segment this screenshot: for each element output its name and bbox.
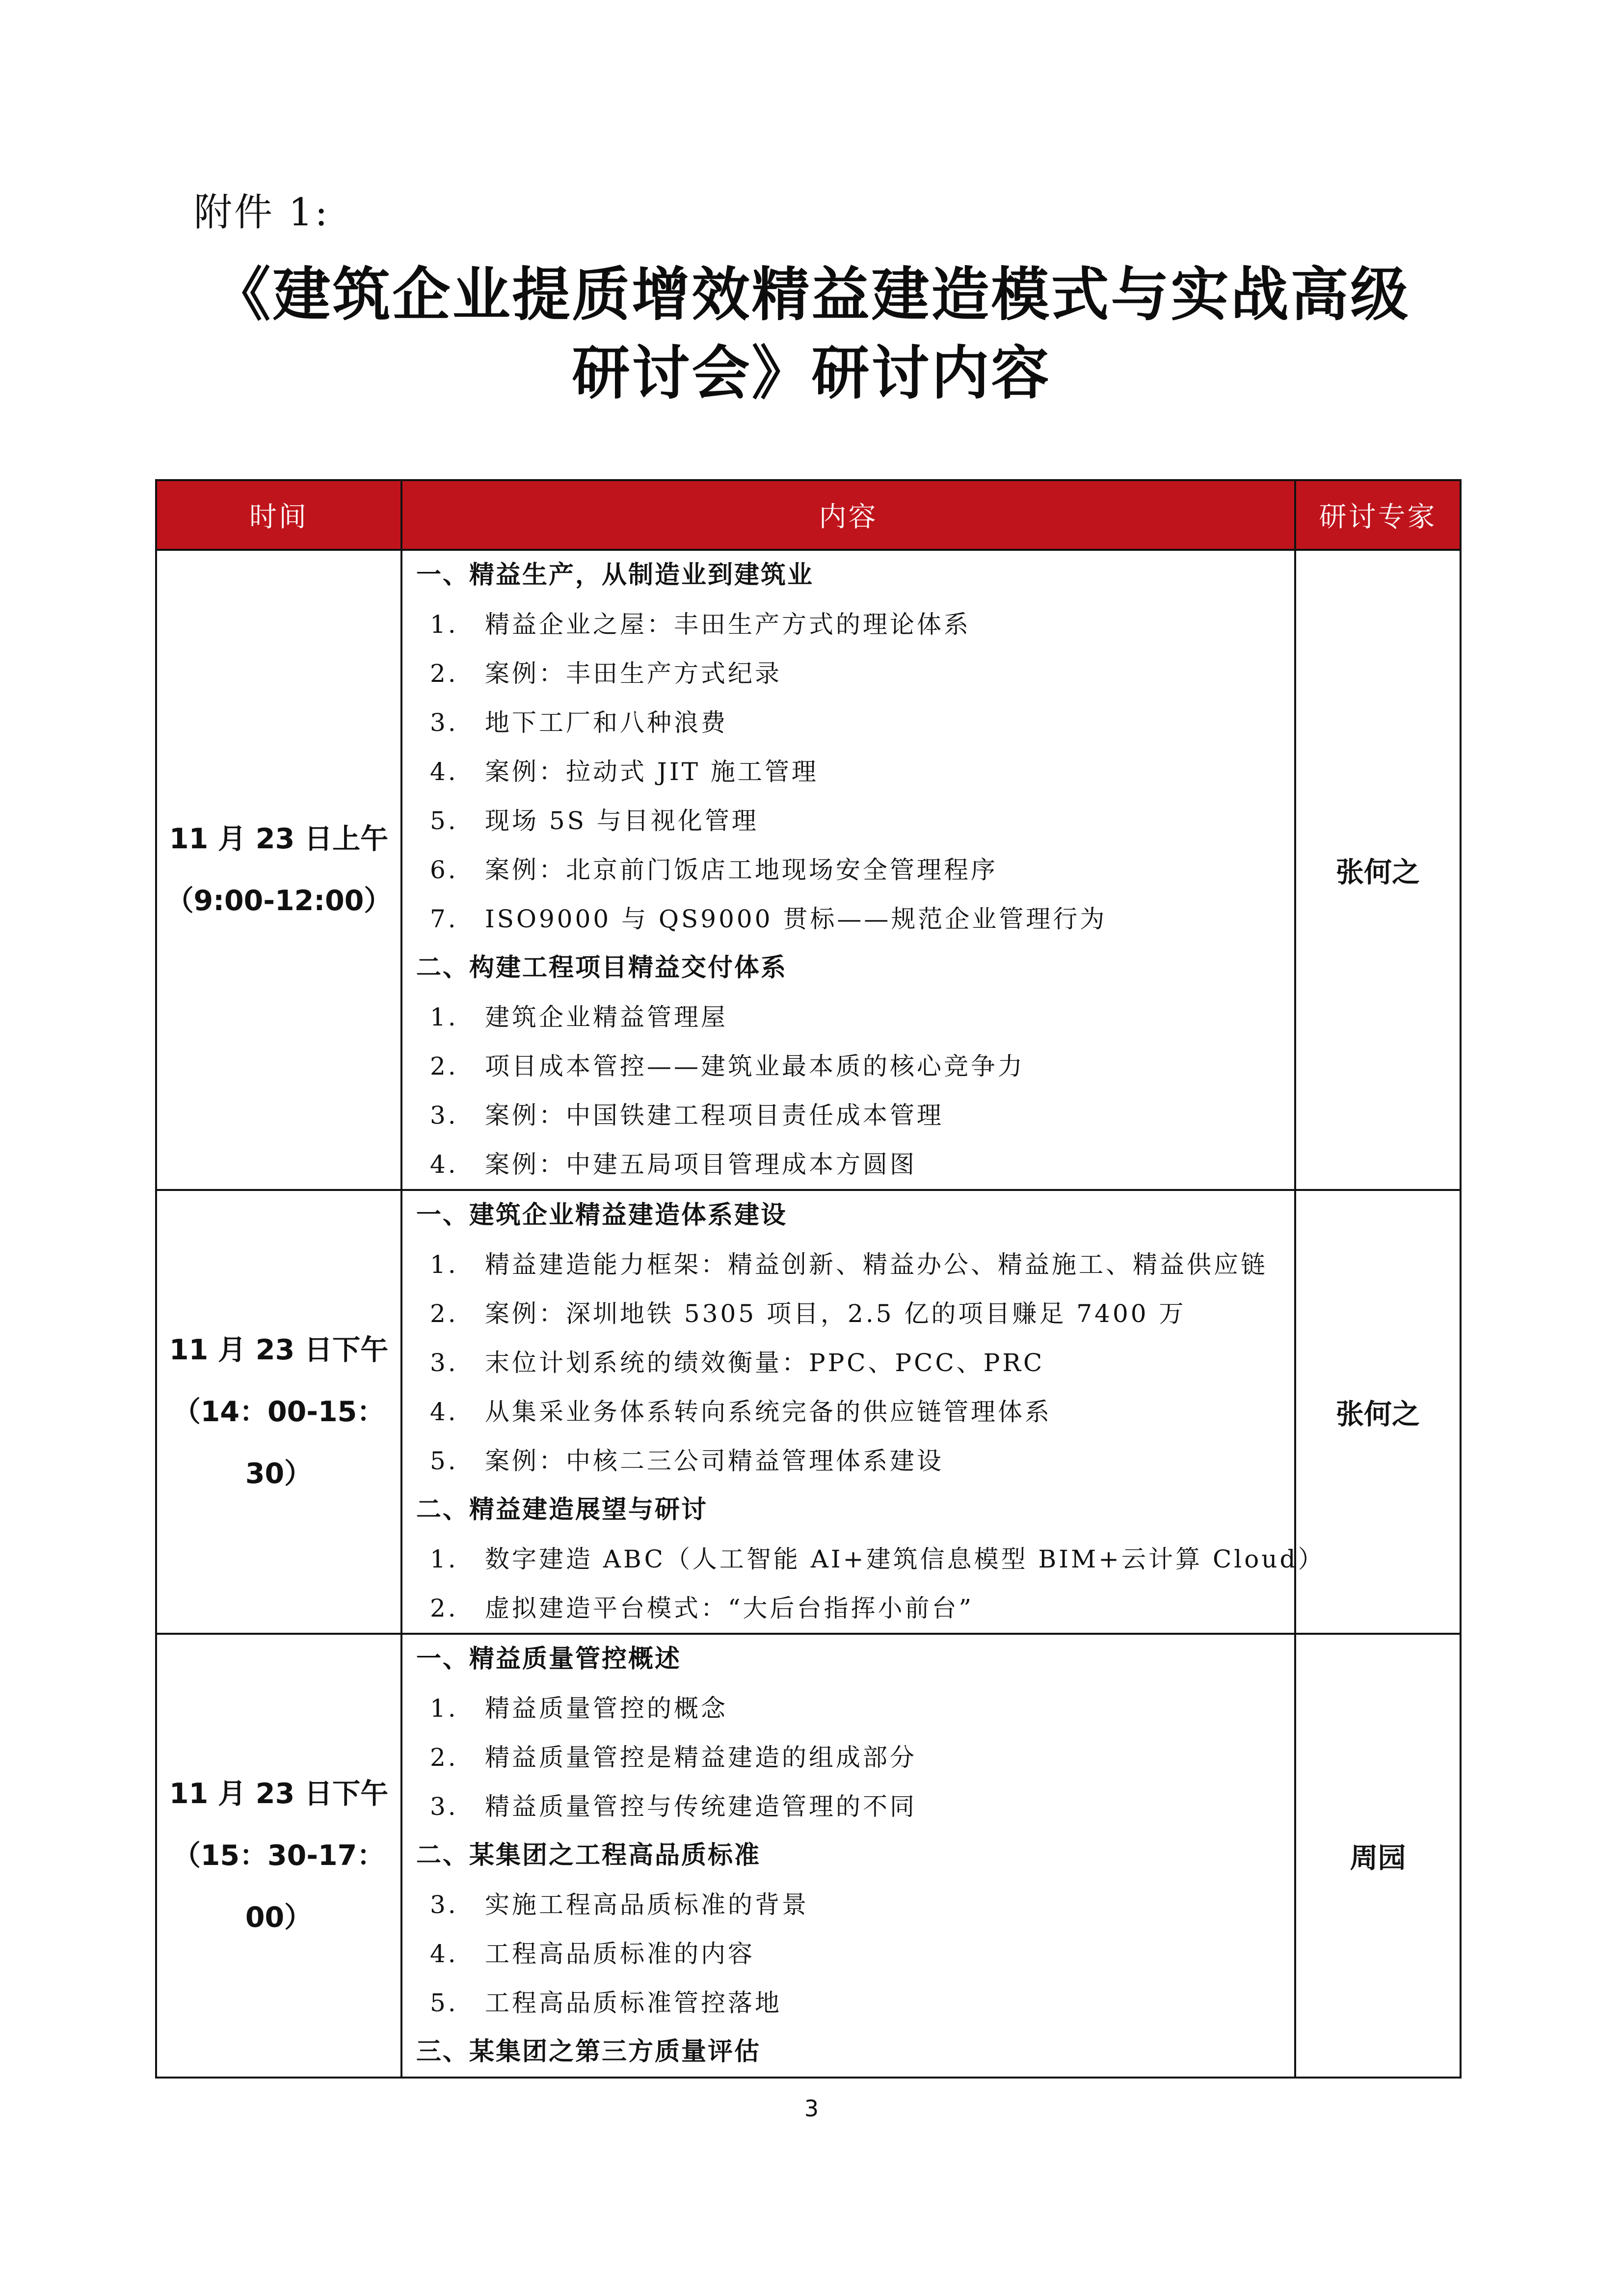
header-time: 时间 xyxy=(156,480,401,550)
section-heading: 一、精益生产，从制造业到建筑业 xyxy=(416,561,814,590)
session-time xyxy=(156,1634,401,2078)
list-item: 3. 末位计划系统的绩效衡量：PPC、PCC、PRC xyxy=(430,1349,1045,1377)
session-expert: 张何之 xyxy=(1295,1190,1461,1634)
session-content xyxy=(401,1190,1325,1634)
attachment-label: 附件 1: xyxy=(194,190,330,235)
session-row-2 xyxy=(156,1190,1461,1634)
list-item: 4. 案例：拉动式 JIT 施工管理 xyxy=(430,757,819,786)
list-item: 6. 案例：北京前门饭店工地现场安全管理程序 xyxy=(430,856,998,884)
session-time-line: （15：30-17： xyxy=(172,1839,385,1872)
list-item: 2. 案例：丰田生产方式纪录 xyxy=(430,659,782,688)
list-item: 5. 现场 5S 与目视化管理 xyxy=(430,807,759,835)
session-time-line: 00） xyxy=(245,1901,313,1934)
document-title-line-2: 研讨会》研讨内容 xyxy=(572,339,1051,407)
section-heading: 三、某集团之第三方质量评估 xyxy=(416,2037,761,2066)
page-number: 3 xyxy=(804,2095,819,2122)
list-item: 4. 工程高品质标准的内容 xyxy=(430,1940,755,1968)
header-content: 内容 xyxy=(401,480,1295,550)
list-item: 4. 从集采业务体系转向系统完备的供应链管理体系 xyxy=(430,1398,1052,1426)
session-time-line: 30） xyxy=(245,1458,313,1490)
section-heading: 一、建筑企业精益建造体系建设 xyxy=(416,1201,788,1230)
session-expert: 张何之 xyxy=(1295,550,1461,1190)
list-item: 2. 案例：深圳地铁 5305 项目，2.5 亿的项目赚足 7400 万 xyxy=(430,1299,1186,1328)
section-heading: 二、某集团之工程高品质标准 xyxy=(416,1841,761,1870)
list-item: 3. 精益质量管控与传统建造管理的不同 xyxy=(430,1792,917,1821)
list-item: 5. 案例：中核二三公司精益管理体系建设 xyxy=(430,1447,944,1475)
list-item: 2. 项目成本管控——建筑业最本质的核心竞争力 xyxy=(430,1052,1025,1080)
list-item: 3. 地下工厂和八种浪费 xyxy=(430,708,728,737)
session-time xyxy=(156,550,401,1190)
session-content xyxy=(401,1634,1295,2078)
session-time-line: （14：00-15： xyxy=(172,1396,385,1428)
header-expert: 研讨专家 xyxy=(1295,480,1461,550)
session-time-line: （9:00-12:00） xyxy=(165,885,392,917)
list-item: 5. 工程高品质标准管控落地 xyxy=(430,1989,782,2017)
list-item: 2. 虚拟建造平台模式：“大后台指挥小前台” xyxy=(430,1594,974,1622)
list-item: 3. 实施工程高品质标准的背景 xyxy=(430,1891,809,1919)
list-item: 2. 精益质量管控是精益建造的组成部分 xyxy=(430,1743,917,1772)
section-heading: 一、精益质量管控概述 xyxy=(416,1645,682,1674)
session-row-3 xyxy=(156,1634,1461,2078)
list-item: 1. 数字建造 ABC（人工智能 AI+建筑信息模型 BIM+云计算 Cloud） xyxy=(430,1545,1325,1573)
list-item: 1. 建筑企业精益管理屋 xyxy=(430,1003,728,1031)
list-item: 1. 精益企业之屋：丰田生产方式的理论体系 xyxy=(430,610,971,639)
session-time-line: 11 月 23 日下午 xyxy=(169,1778,389,1810)
session-time-line: 11 月 23 日下午 xyxy=(169,1334,389,1366)
list-item: 1. 精益质量管控的概念 xyxy=(430,1694,728,1723)
session-time-line: 11 月 23 日上午 xyxy=(169,823,389,855)
session-expert: 周园 xyxy=(1295,1634,1461,2078)
session-row-1 xyxy=(156,550,1461,1190)
section-heading: 二、精益建造展望与研讨 xyxy=(416,1495,708,1524)
document-title-line-1: 《建筑企业提质增效精益建造模式与实战高级 xyxy=(213,261,1410,328)
session-time xyxy=(156,1190,401,1634)
section-heading: 二、构建工程项目精益交付体系 xyxy=(416,953,788,982)
list-item: 7. ISO9000 与 QS9000 贯标——规范企业管理行为 xyxy=(430,905,1107,933)
list-item: 3. 案例：中国铁建工程项目责任成本管理 xyxy=(430,1101,944,1130)
table-header-row xyxy=(156,480,1461,550)
list-item: 4. 案例：中建五局项目管理成本方圆图 xyxy=(430,1150,917,1179)
schedule-table xyxy=(155,479,1462,2079)
session-content xyxy=(401,550,1295,1190)
list-item: 1. 精益建造能力框架：精益创新、精益办公、精益施工、精益供应链 xyxy=(430,1250,1268,1279)
